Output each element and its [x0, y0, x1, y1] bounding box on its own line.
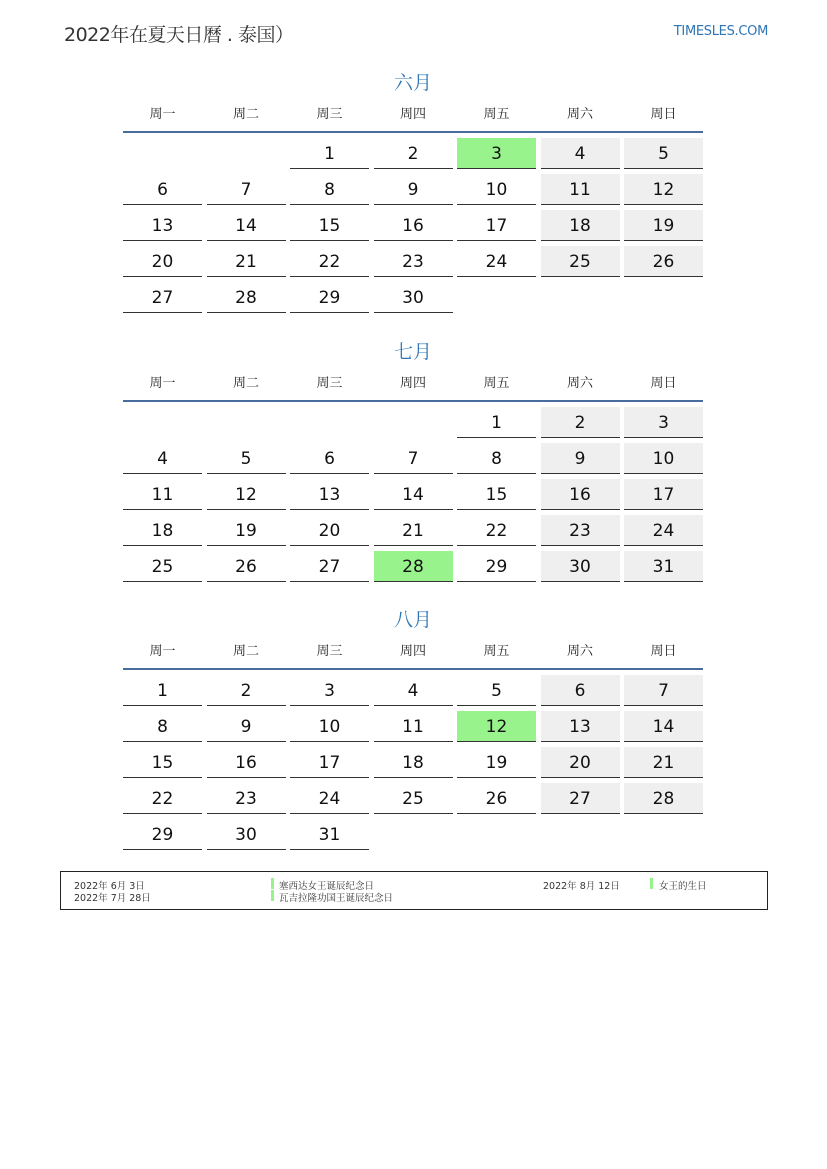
day-cell: 5: [207, 443, 286, 474]
weekday-label: 周五: [483, 107, 510, 122]
weekday-label: 周四: [399, 644, 426, 659]
day-cell: 1: [290, 138, 369, 169]
day-cell: 11: [541, 174, 620, 205]
empty-cell: [374, 407, 453, 437]
day-cell: 23: [374, 246, 453, 277]
page-title: 2022年在夏天日曆 . 泰国）: [64, 24, 294, 46]
day-cell: 14: [624, 711, 703, 742]
day-cell: 29: [457, 551, 536, 582]
day-cell: 25: [541, 246, 620, 277]
day-cell: 19: [624, 210, 703, 241]
day-cell: 9: [207, 711, 286, 742]
day-cell: 27: [123, 282, 202, 313]
weekday-label: 周五: [483, 376, 510, 391]
day-cell: 6: [290, 443, 369, 474]
day-cell: 14: [207, 210, 286, 241]
day-cell: 2: [374, 138, 453, 169]
day-cell: 11: [374, 711, 453, 742]
day-cell: 7: [207, 174, 286, 205]
day-cell: 13: [290, 479, 369, 510]
day-cell: 25: [123, 551, 202, 582]
holiday-day-cell: 28: [374, 551, 453, 582]
day-cell: 16: [541, 479, 620, 510]
weekday-label: 周一: [149, 107, 176, 122]
day-cell: 4: [541, 138, 620, 169]
day-cell: 15: [457, 479, 536, 510]
weekday-label: 周二: [232, 644, 259, 659]
day-cell: 8: [457, 443, 536, 474]
weekday-label: 周六: [566, 644, 593, 659]
day-cell: 24: [290, 783, 369, 814]
day-cell: 15: [123, 747, 202, 778]
day-cell: 6: [541, 675, 620, 706]
site-link[interactable]: TIMESLES.COM: [673, 24, 768, 39]
legend-color-marker: [271, 878, 274, 889]
day-cell: 4: [374, 675, 453, 706]
day-cell: 18: [123, 515, 202, 546]
day-cell: 29: [123, 819, 202, 850]
day-cell: 18: [374, 747, 453, 778]
day-cell: 13: [541, 711, 620, 742]
legend-holiday-name: 瓦吉拉隆功国王诞辰纪念日: [279, 893, 394, 904]
weekday-header: [123, 374, 703, 402]
day-cell: 21: [207, 246, 286, 277]
weekday-label: 周四: [399, 376, 426, 391]
month-name: 七月: [393, 341, 432, 363]
day-cell: 29: [290, 282, 369, 313]
day-cell: 24: [457, 246, 536, 277]
month-name: 八月: [393, 609, 432, 631]
day-cell: 19: [457, 747, 536, 778]
weekday-label: 周日: [650, 644, 677, 659]
day-cell: 7: [624, 675, 703, 706]
day-cell: 30: [541, 551, 620, 582]
day-cell: 20: [290, 515, 369, 546]
day-cell: 2: [207, 675, 286, 706]
weekday-label: 周三: [316, 644, 343, 659]
day-cell: 25: [374, 783, 453, 814]
day-cell: 10: [457, 174, 536, 205]
day-cell: 5: [624, 138, 703, 169]
legend-color-marker: [650, 878, 653, 889]
month-august: [123, 608, 703, 850]
day-cell: 2: [541, 407, 620, 438]
day-cell: 22: [457, 515, 536, 546]
day-cell: 21: [624, 747, 703, 778]
weekday-label: 周六: [566, 376, 593, 391]
empty-cell: [290, 407, 369, 437]
month-july: [123, 340, 703, 582]
day-cell: 17: [624, 479, 703, 510]
day-cell: 3: [624, 407, 703, 438]
month-name: 六月: [393, 72, 432, 94]
legend-date: 2022年 6月 3日: [74, 881, 145, 892]
day-cell: 4: [123, 443, 202, 474]
day-cell: 26: [624, 246, 703, 277]
weekday-label: 周三: [316, 376, 343, 391]
day-cell: 16: [207, 747, 286, 778]
day-cell: 22: [290, 246, 369, 277]
weekday-label: 周二: [232, 376, 259, 391]
day-cell: 1: [457, 407, 536, 438]
legend-holiday-name: 女王的生日: [659, 881, 707, 892]
day-grid: [123, 138, 703, 313]
day-cell: 3: [290, 675, 369, 706]
day-cell: 27: [290, 551, 369, 582]
day-cell: 11: [123, 479, 202, 510]
day-cell: 23: [207, 783, 286, 814]
day-cell: 24: [624, 515, 703, 546]
weekday-label: 周一: [149, 644, 176, 659]
day-cell: 8: [290, 174, 369, 205]
weekday-header: [123, 105, 703, 133]
day-cell: 23: [541, 515, 620, 546]
holiday-legend: [60, 871, 768, 910]
weekday-header: [123, 642, 703, 670]
day-cell: 30: [374, 282, 453, 313]
day-cell: 17: [290, 747, 369, 778]
day-cell: 31: [624, 551, 703, 582]
day-cell: 13: [123, 210, 202, 241]
empty-cell: [207, 138, 286, 168]
day-cell: 27: [541, 783, 620, 814]
day-cell: 14: [374, 479, 453, 510]
weekday-label: 周六: [566, 107, 593, 122]
weekday-label: 周日: [650, 376, 677, 391]
day-cell: 26: [457, 783, 536, 814]
weekday-label: 周日: [650, 107, 677, 122]
day-cell: 8: [123, 711, 202, 742]
day-cell: 9: [374, 174, 453, 205]
day-cell: 7: [374, 443, 453, 474]
day-cell: 28: [624, 783, 703, 814]
weekday-label: 周一: [149, 376, 176, 391]
day-grid: [123, 675, 703, 850]
day-cell: 12: [624, 174, 703, 205]
day-cell: 6: [123, 174, 202, 205]
weekday-label: 周五: [483, 644, 510, 659]
holiday-day-cell: 12: [457, 711, 536, 742]
day-cell: 22: [123, 783, 202, 814]
day-cell: 16: [374, 210, 453, 241]
month-june: [123, 71, 703, 313]
day-cell: 17: [457, 210, 536, 241]
empty-cell: [123, 138, 202, 168]
legend-date: 2022年 8月 12日: [543, 881, 620, 892]
day-cell: 21: [374, 515, 453, 546]
day-grid: [123, 407, 703, 582]
day-cell: 18: [541, 210, 620, 241]
day-cell: 5: [457, 675, 536, 706]
day-cell: 10: [290, 711, 369, 742]
day-cell: 31: [290, 819, 369, 850]
day-cell: 12: [207, 479, 286, 510]
weekday-label: 周三: [316, 107, 343, 122]
day-cell: 28: [207, 282, 286, 313]
day-cell: 30: [207, 819, 286, 850]
day-cell: 9: [541, 443, 620, 474]
weekday-label: 周四: [399, 107, 426, 122]
day-cell: 19: [207, 515, 286, 546]
legend-color-marker: [271, 890, 274, 901]
empty-cell: [207, 407, 286, 437]
day-cell: 1: [123, 675, 202, 706]
day-cell: 20: [541, 747, 620, 778]
day-cell: 26: [207, 551, 286, 582]
legend-holiday-name: 塞西达女王诞辰纪念日: [279, 881, 375, 892]
empty-cell: [123, 407, 202, 437]
holiday-day-cell: 3: [457, 138, 536, 169]
legend-date: 2022年 7月 28日: [74, 893, 151, 904]
day-cell: 10: [624, 443, 703, 474]
day-cell: 20: [123, 246, 202, 277]
weekday-label: 周二: [232, 107, 259, 122]
day-cell: 15: [290, 210, 369, 241]
